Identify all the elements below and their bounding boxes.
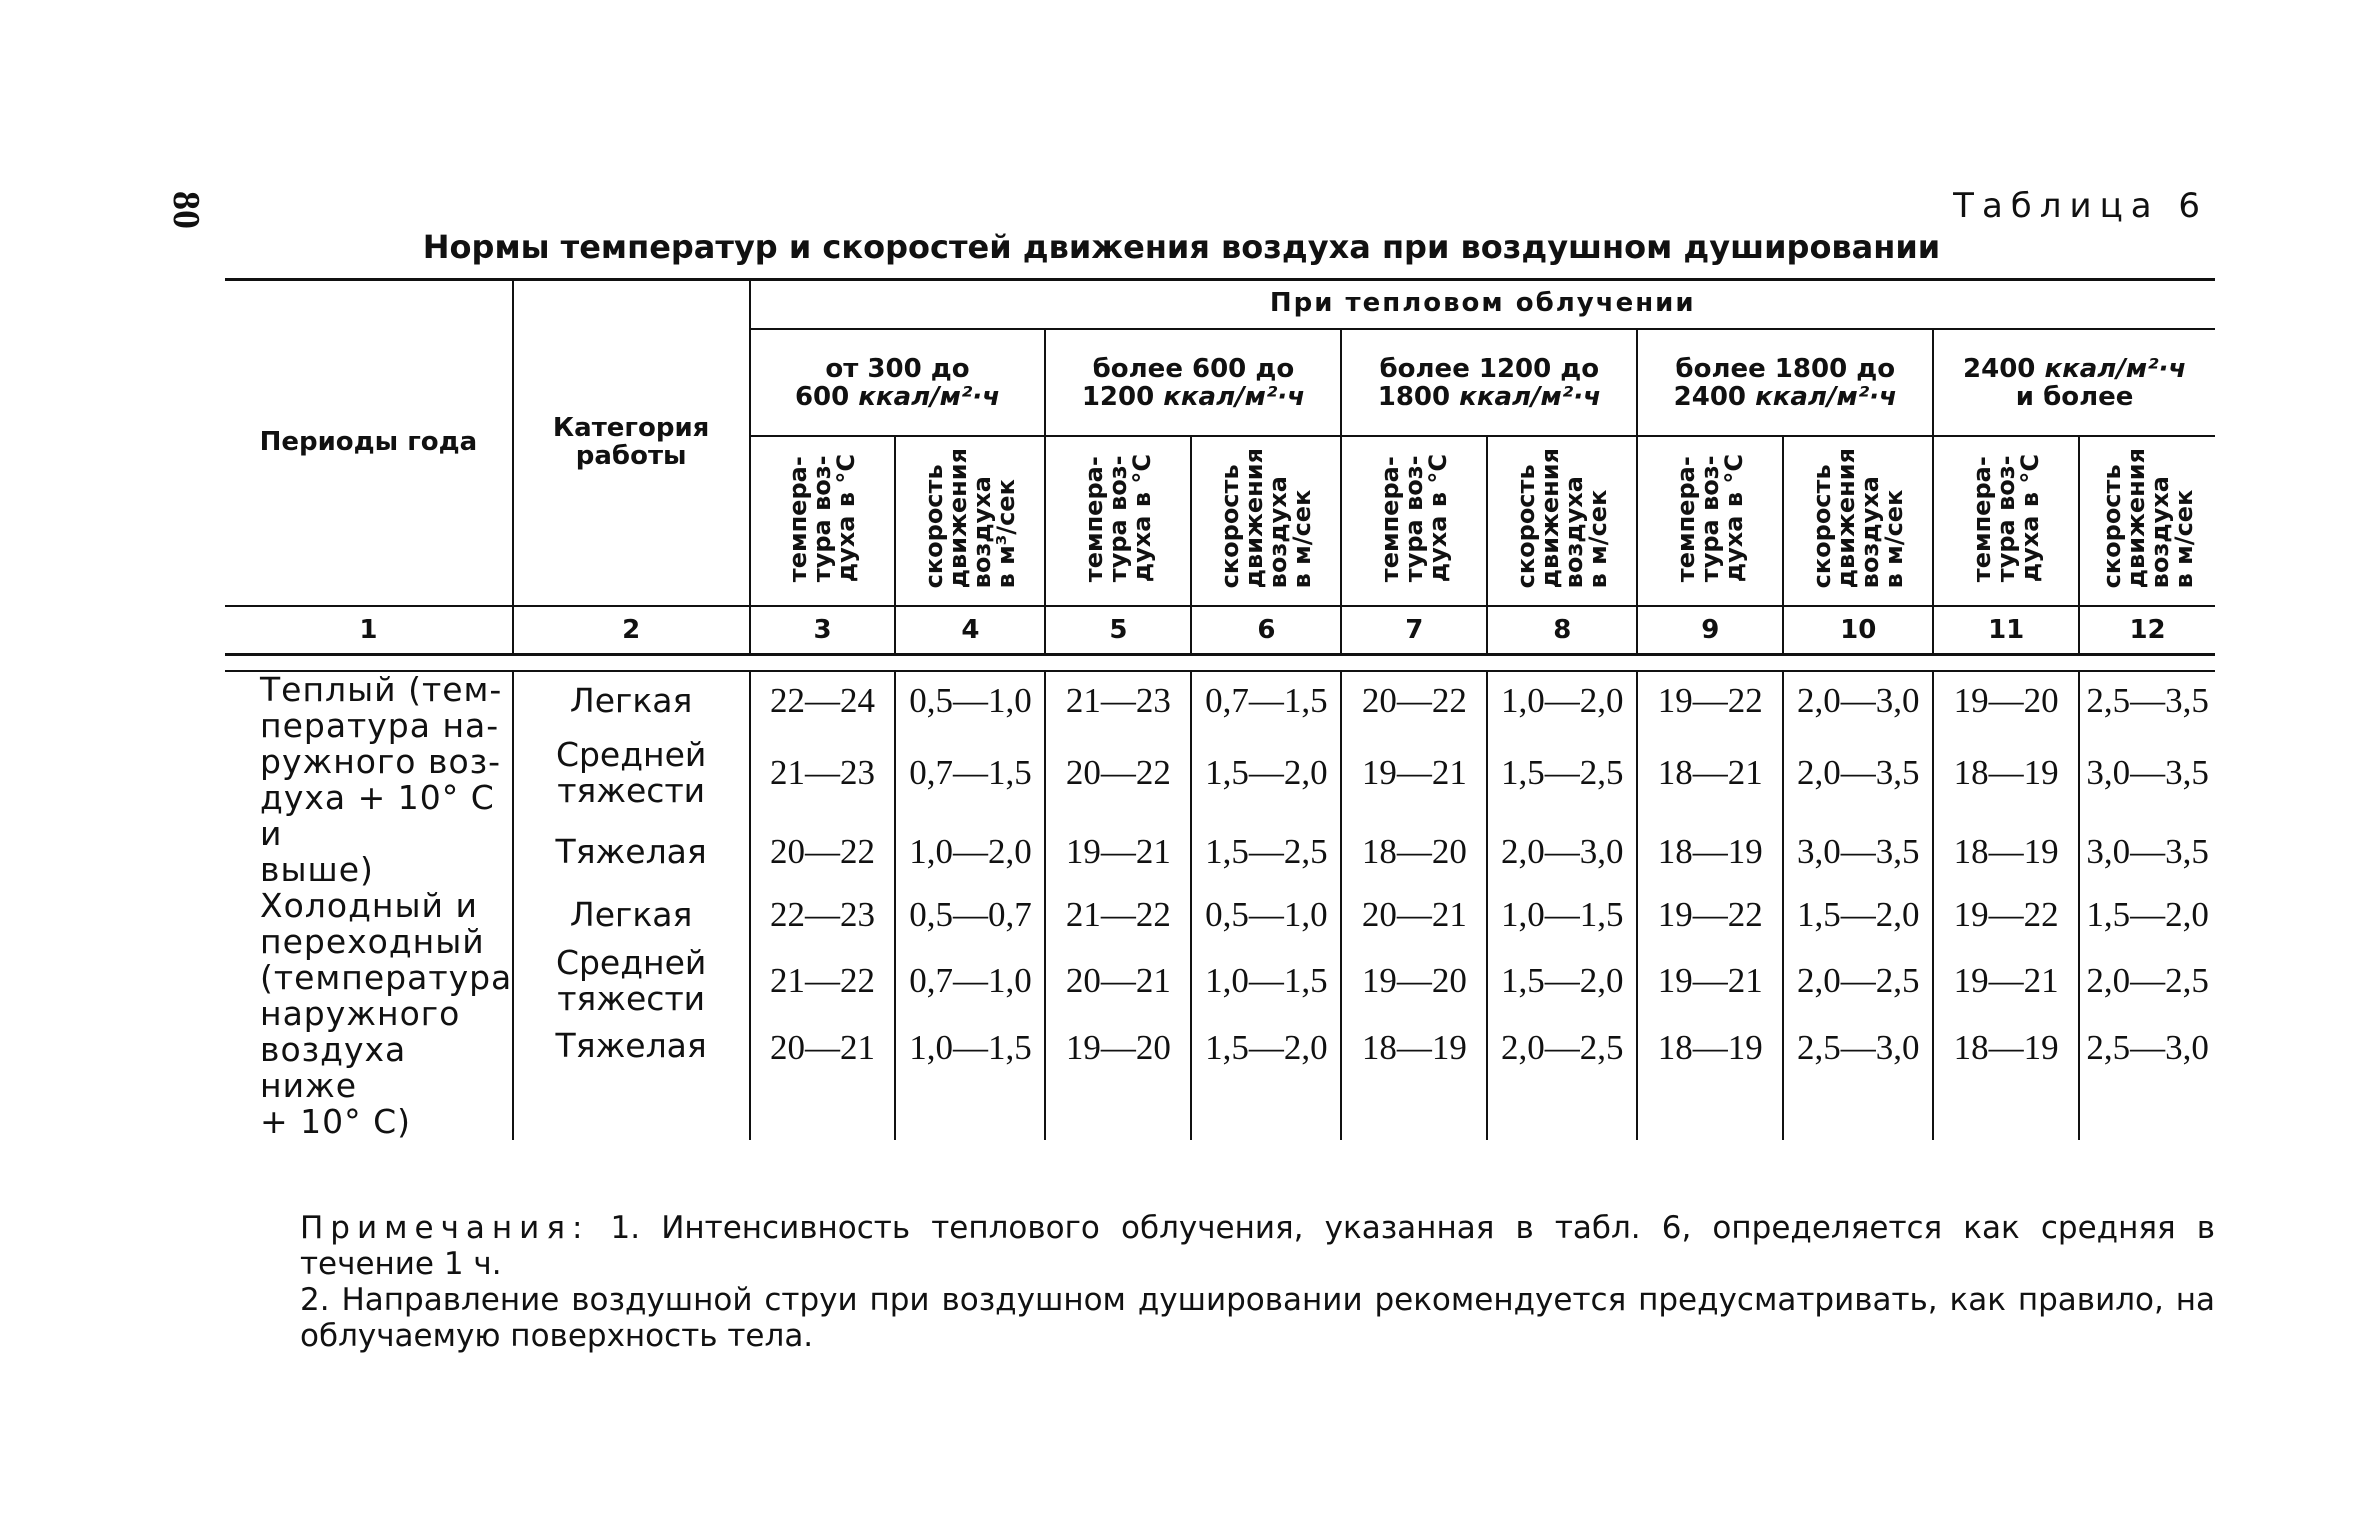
table-row (225, 888, 2215, 942)
air-speed-cell: 3,0—3,5 (2079, 816, 2215, 888)
subheader-temp-1 (750, 436, 896, 606)
subheader-speed-4 (1783, 436, 1933, 606)
table-header (225, 278, 2215, 655)
page-number: 80 (165, 191, 207, 229)
temperature-cell: 19—22 (1637, 671, 1783, 731)
air-speed-cell: 1,0—2,0 (1487, 671, 1637, 731)
air-speed-cell: 0,7—1,5 (1191, 671, 1341, 731)
norms-table (225, 278, 2215, 1140)
range-line-2 (1378, 382, 1601, 412)
air-speed-cell: 2,0—2,5 (1487, 1020, 1637, 1140)
temperature-cell: 19—21 (1341, 731, 1487, 816)
temperature-cell: 22—23 (750, 888, 896, 942)
air-speed-cell: 1,5—2,0 (1191, 1020, 1341, 1140)
table-row (225, 731, 2215, 816)
temperature-cell: 19—20 (1933, 671, 2079, 731)
notes (225, 1210, 2215, 1354)
header-range-1 (750, 329, 1046, 436)
temperature-cell: 18—20 (1341, 816, 1487, 888)
column-number: 11 (1933, 606, 2079, 655)
category-cell: Тяжелая (513, 1020, 750, 1140)
header-periods: Периоды года (225, 278, 513, 606)
range-number: 1800 (1377, 381, 1451, 412)
temperature-cell: 20—22 (750, 816, 896, 888)
air-speed-cell: 1,5—2,5 (1487, 731, 1637, 816)
range-line-1: более 600 до (1092, 353, 1295, 384)
temperature-cell: 21—23 (1045, 671, 1191, 731)
temperature-cell: 19—22 (1637, 888, 1783, 942)
spacer-row (225, 655, 2215, 672)
range-unit: ккал/м²·ч (1163, 381, 1305, 412)
column-number: 5 (1045, 606, 1191, 655)
air-temperature-label: темпера- тура воз- духа в °С (1376, 454, 1453, 583)
column-number: 6 (1191, 606, 1341, 655)
air-speed-cell: 1,5—2,5 (1191, 816, 1341, 888)
subheader-temp-5 (1933, 436, 2079, 606)
category-cell: Легкая (513, 671, 750, 731)
column-numbers-row (225, 606, 2215, 655)
range-unit: ккал/м²·ч (1755, 381, 1897, 412)
subheader-speed-3 (1487, 436, 1637, 606)
air-temperature-label: темпера- тура воз- духа в °С (784, 454, 861, 583)
temperature-cell: 20—21 (750, 1020, 896, 1140)
temperature-cell: 19—21 (1637, 942, 1783, 1020)
air-temperature-label: темпера- тура воз- духа в °С (1968, 454, 2045, 583)
range-number: 600 (794, 381, 850, 412)
air-speed-cell: 1,5—2,0 (2079, 888, 2215, 942)
category-cell: Тяжелая (513, 816, 750, 888)
air-speed-cell: 0,5—1,0 (1191, 888, 1341, 942)
range-unit: ккал/м²·ч (858, 381, 1001, 412)
air-speed-cell: 2,5—3,0 (1783, 1020, 1933, 1140)
column-number: 12 (2079, 606, 2215, 655)
header-range-4 (1637, 329, 1933, 436)
air-speed-label: скорость движения воздуха в м/сек (1216, 448, 1317, 589)
subheader-temp-4 (1637, 436, 1783, 606)
range-line-1: более 1200 до (1379, 353, 1600, 384)
temperature-cell: 19—21 (1045, 816, 1191, 888)
air-speed-label: скорость движения воздуха в м³/сек (920, 448, 1021, 589)
air-speed-cell: 0,5—1,0 (895, 671, 1045, 731)
table-row (225, 816, 2215, 888)
note-1: 1. Интенсивность теплового облучения, указанная в табл. 6, определяется как средняя в течение 1 ч. (300, 1210, 2216, 1282)
range-number: 2400 (1963, 353, 2036, 384)
table-row (225, 1020, 2215, 1140)
range-number: 1200 (1081, 381, 1155, 412)
temperature-cell: 21—22 (750, 942, 896, 1020)
range-unit: ккал/м²·ч (2044, 353, 2187, 384)
temperature-cell: 18—19 (1637, 1020, 1783, 1140)
range-line-2: и более (2015, 381, 2134, 412)
header-range-5 (1933, 329, 2215, 436)
subheader-speed-1 (895, 436, 1045, 606)
subheader-speed-5 (2079, 436, 2215, 606)
air-speed-label: скорость движения воздуха в м/сек (1512, 448, 1613, 589)
air-speed-cell: 1,0—2,0 (895, 816, 1045, 888)
air-speed-label: скорость движения воздуха в м/сек (1808, 448, 1909, 589)
column-number: 4 (895, 606, 1045, 655)
air-speed-cell: 2,5—3,5 (2079, 671, 2215, 731)
temperature-cell: 18—19 (1637, 816, 1783, 888)
temperature-cell: 19—21 (1933, 942, 2079, 1020)
air-speed-cell: 0,7—1,5 (895, 731, 1045, 816)
air-speed-cell: 0,7—1,0 (895, 942, 1045, 1020)
header-range-2 (1045, 329, 1341, 436)
column-number: 7 (1341, 606, 1487, 655)
range-line-2 (795, 382, 1000, 412)
subheader-temp-3 (1341, 436, 1487, 606)
range-line-1: от 300 до (825, 353, 970, 384)
column-number: 8 (1487, 606, 1637, 655)
temperature-cell: 19—20 (1045, 1020, 1191, 1140)
category-cell: Средней тяжести (513, 731, 750, 816)
temperature-cell: 18—21 (1637, 731, 1783, 816)
temperature-cell: 21—23 (750, 731, 896, 816)
air-speed-cell: 1,5—2,0 (1783, 888, 1933, 942)
temperature-cell: 20—22 (1045, 731, 1191, 816)
temperature-cell: 20—21 (1045, 942, 1191, 1020)
category-cell: Средней тяжести (513, 942, 750, 1020)
air-speed-cell: 2,0—3,0 (1487, 816, 1637, 888)
air-speed-cell: 3,0—3,5 (1783, 816, 1933, 888)
air-speed-cell: 2,0—3,0 (1783, 671, 1933, 731)
air-speed-cell: 2,0—2,5 (1783, 942, 1933, 1020)
air-speed-cell: 1,0—1,5 (1487, 888, 1637, 942)
column-number: 1 (225, 606, 513, 655)
air-temperature-label: темпера- тура воз- духа в °С (1080, 454, 1157, 583)
table-title: Нормы температур и скоростей движения воздуха при воздушном душировании (422, 228, 1941, 266)
temperature-cell: 18—19 (1933, 816, 2079, 888)
temperature-cell: 22—24 (750, 671, 896, 731)
category-cell: Легкая (513, 888, 750, 942)
table-row (225, 942, 2215, 1020)
air-speed-cell: 2,0—3,5 (1783, 731, 1933, 816)
range-line-2 (1674, 382, 1897, 412)
header-category: Категория работы (513, 278, 750, 606)
column-number: 3 (750, 606, 896, 655)
air-speed-cell: 1,0—1,5 (895, 1020, 1045, 1140)
table-row (225, 671, 2215, 731)
table-body (225, 671, 2215, 1140)
range-line-1 (1963, 354, 2186, 384)
header-range-3 (1341, 329, 1637, 436)
period-cell: Холодный и переходный (температура наружного воздуха ниже + 10° С) (225, 888, 513, 1140)
air-speed-cell: 2,0—2,5 (2079, 942, 2215, 1020)
header-irradiation: При тепловом облучении (750, 278, 2215, 329)
notes-lead: Примечания: (300, 1210, 590, 1246)
range-line-1: более 1800 до (1675, 353, 1896, 384)
air-speed-cell: 1,0—1,5 (1191, 942, 1341, 1020)
air-speed-cell: 0,5—0,7 (895, 888, 1045, 942)
note-2: 2. Направление воздушной струи при воздушном душировании рекомендуется предусматривать, как правило, на облучаемую поверхность тела. (300, 1282, 2215, 1354)
column-number: 2 (513, 606, 750, 655)
air-speed-cell: 1,5—2,0 (1487, 942, 1637, 1020)
air-speed-cell: 2,5—3,0 (2079, 1020, 2215, 1140)
temperature-cell: 19—20 (1341, 942, 1487, 1020)
subheader-temp-2 (1045, 436, 1191, 606)
period-cell: Теплый (тем- пература на- ружного воз- духа + 10° С и выше) (225, 671, 513, 888)
air-speed-label: скорость движения воздуха в м/сек (2097, 448, 2198, 589)
column-number: 10 (1783, 606, 1933, 655)
subheader-speed-2 (1191, 436, 1341, 606)
temperature-cell: 19—22 (1933, 888, 2079, 942)
range-number: 2400 (1673, 381, 1747, 412)
temperature-cell: 18—19 (1933, 731, 2079, 816)
air-speed-cell: 3,0—3,5 (2079, 731, 2215, 816)
temperature-cell: 21—22 (1045, 888, 1191, 942)
air-temperature-label: темпера- тура воз- духа в °С (1672, 454, 1749, 583)
temperature-cell: 18—19 (1341, 1020, 1487, 1140)
range-unit: ккал/м²·ч (1459, 381, 1601, 412)
temperature-cell: 18—19 (1933, 1020, 2079, 1140)
air-speed-cell: 1,5—2,0 (1191, 731, 1341, 816)
temperature-cell: 20—21 (1341, 888, 1487, 942)
temperature-cell: 20—22 (1341, 671, 1487, 731)
range-line-2 (1082, 382, 1305, 412)
column-number: 9 (1637, 606, 1783, 655)
table-label: Таблица 6 (1953, 186, 2208, 226)
